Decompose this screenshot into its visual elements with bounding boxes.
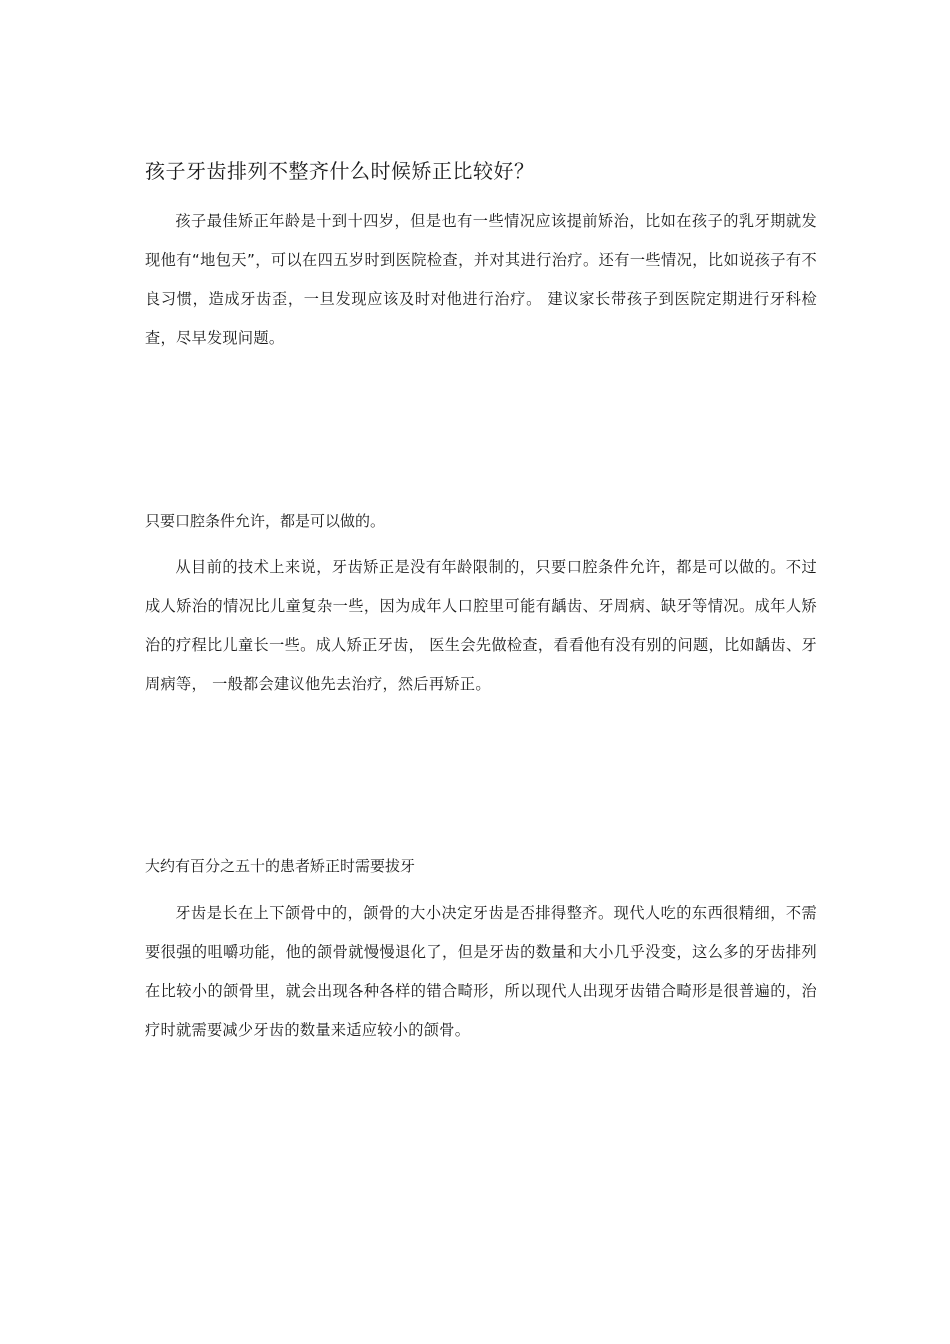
- section-3-paragraph: 牙齿是长在上下颌骨中的，颌骨的大小决定牙齿是否排得整齐。现代人吃的东西很精细，不需要很强的咀嚼功能，他的颌骨就慢慢退化了，但是牙齿的数量和大小几乎没变，这么多的牙齿排列在比较小的颌骨里，就会出现各种各样的错合畸形，所以现代人出现牙齿错合畸形是很普遍的，治疗时就需要减少牙齿的数量来适应较小的颌骨。: [145, 904, 817, 1039]
- section-1-paragraph: 孩子最佳矫正年龄是十到十四岁，但是也有一些情况应该提前矫治，比如在孩子的乳牙期就发现他有“地包天”，可以在四五岁时到医院检查，并对其进行治疗。还有一些情况，比如说孩子有不良习惯，造成牙齿歪，一旦发现应该及时对他进行治疗。 建议家长带孩子到医院定期进行牙科检查，尽早发现问题。: [145, 212, 817, 347]
- section-3-heading: 大约有百分之五十的患者矫正时需要拔牙: [145, 857, 416, 875]
- section-2-paragraph: 从目前的技术上来说，牙齿矫正是没有年龄限制的，只要口腔条件允许，都是可以做的。不过成人矫治的情况比儿童复杂一些，因为成年人口腔里可能有龋齿、牙周病、缺牙等情况。成年人矫治的疗程比儿童长一些。成人矫正牙齿， 医生会先做检查，看看他有没有别的问题，比如龋齿、牙周病等， 一般都会建议他先去治疗，然后再矫正。: [145, 558, 817, 693]
- document-title: 孩子牙齿排列不整齐什么时候矫正比较好？: [145, 159, 535, 183]
- section-2-heading: 只要口腔条件允许，都是可以做的。: [145, 512, 386, 530]
